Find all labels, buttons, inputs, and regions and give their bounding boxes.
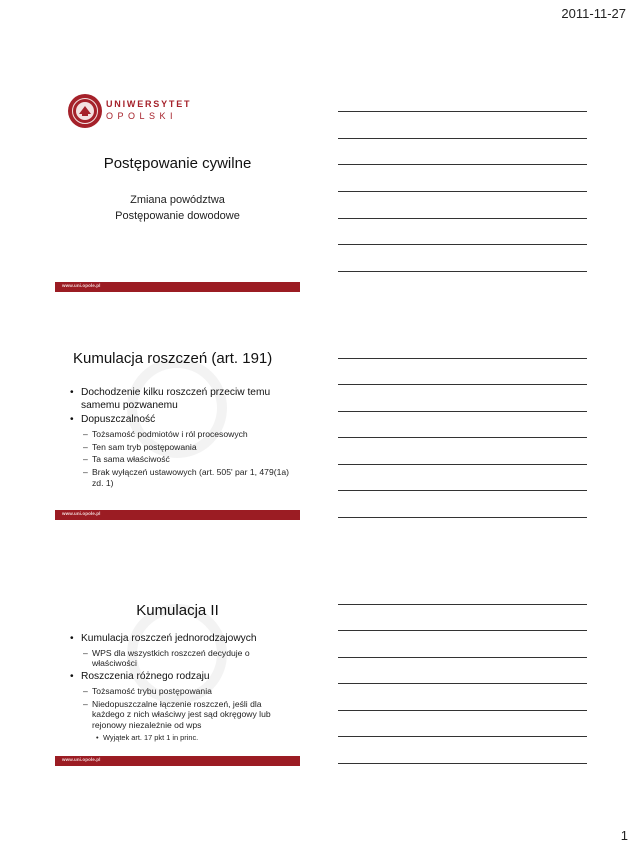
notes-line [338,191,587,192]
notes-line [338,218,587,219]
notes-line [338,271,587,272]
footer-url: www.uni.opole.pl [62,283,101,288]
bullet-list [61,387,292,491]
sub-sub-bullet-item: • Wyjątek art. 17 pkt 1 in princ. [61,733,292,742]
logo-line-1: UNIWERSYTET [106,99,192,109]
slide-footer-bar [55,510,300,520]
notes-line [338,411,587,412]
notes-line [338,358,587,359]
bullet-item: • Roszczenia różnego rodzaju [61,671,292,684]
notes-line [338,736,587,737]
logo-line-2: OPOLSKI [106,111,178,121]
notes-line [338,657,587,658]
notes-line [338,517,587,518]
notes-line [338,490,587,491]
slide-footer-bar [55,756,300,766]
slide-title: Kumulacja roszczeń (art. 191) [73,350,273,367]
slide-2 [55,298,300,520]
slide-title: Kumulacja II [136,602,219,619]
slide-subtitle-1: Zmiana powództwa [130,194,225,206]
notes-line [338,244,587,245]
slide-subtitle-2: Postępowanie dowodowe [115,210,240,222]
sub-bullet-item: – Ten sam tryb postępowania [61,442,292,453]
slide-3 [55,544,300,766]
sub-bullet-item: – Brak wyłączeń ustawowych (art. 505' par 1, 479(1a) zd. 1) [61,467,292,489]
footer-url: www.uni.opole.pl [62,511,101,516]
sub-bullet-item: – Ta sama właściwość [61,454,292,465]
slide-title: Postępowanie cywilne [103,155,252,172]
bullet-list [61,633,292,742]
university-seal-icon [67,93,103,129]
bullet-item: • Kumulacja roszczeń jednorodzajowych [61,633,292,646]
print-date: 2011-11-27 [561,6,626,21]
slide-1 [55,70,300,292]
notes-line [338,111,587,112]
notes-line [338,138,587,139]
notes-line [338,464,587,465]
bullet-item: • Dochodzenie kilku roszczeń przeciw temu samemu pozwanemu [61,387,292,412]
sub-bullet-item: – Niedopuszczalne łączenie roszczeń, jeśli dla każdego z nich właściwy jest sąd okręgowy lub rejonowy niezależnie od wps [61,699,292,731]
page-number: 1 [620,828,628,843]
notes-line [338,604,587,605]
notes-line [338,763,587,764]
notes-line [338,437,587,438]
slide-footer-bar [55,282,300,292]
sub-bullet-item: – WPS dla wszystkich roszczeń decyduje o właściwości [61,648,292,670]
sub-bullet-item: – Tożsamość trybu postępowania [61,686,292,697]
university-logo [67,91,192,131]
sub-bullet-item: – Tożsamość podmiotów i ról procesowych [61,429,292,440]
bullet-item: • Dopuszczalność [61,414,292,427]
notes-line [338,630,587,631]
notes-line [338,164,587,165]
notes-line [338,710,587,711]
notes-line [338,683,587,684]
footer-url: www.uni.opole.pl [62,757,101,762]
notes-line [338,384,587,385]
